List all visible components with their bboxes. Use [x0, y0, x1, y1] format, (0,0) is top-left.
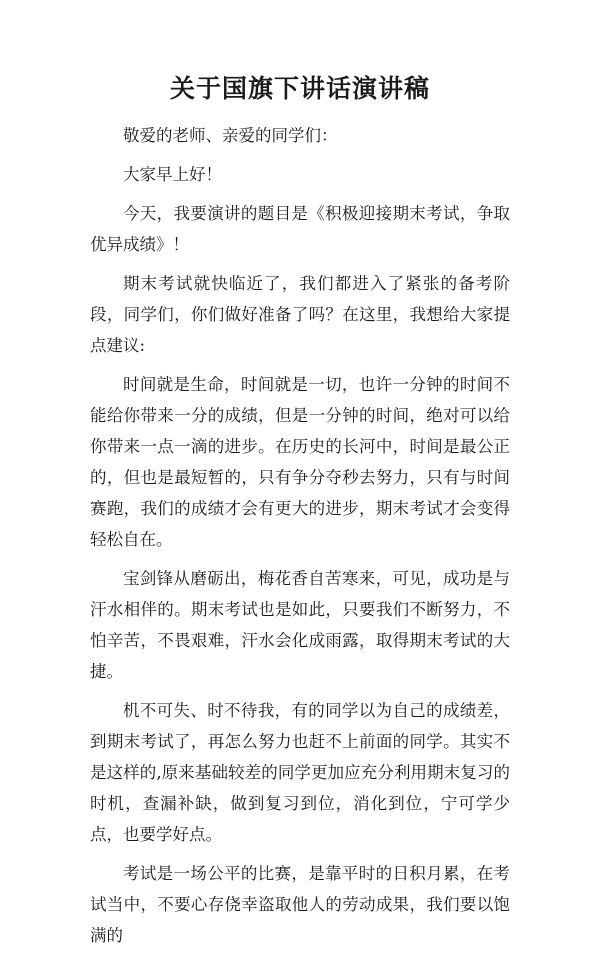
paragraph-fair-competition: 考试是一场公平的比赛，是靠平时的日积月累，在考试当中，不要心存侥幸盗取他人的劳动成果，我们要以饱满的	[90, 864, 510, 945]
paragraph-greeting: 敬爱的老师、亲爱的同学们：	[123, 126, 338, 145]
paragraph-time-is-life: 时间就是生命，时间就是一切，也许一分钟的时间不能给你带来一分的成绩，但是一分钟的时间，绝对可以给你带来一点一滴的进步。在历史的长河中，时间是最公正的，但也是最短暂的，只有争分夺秒去努力，只有与时间赛跑，我们的成绩才会有更大的进步，期末考试才会变得轻松自在。	[90, 375, 510, 549]
document-body	[90, 120, 510, 959]
paragraph-good-morning: 大家早上好！	[123, 165, 222, 184]
paragraph-sword-edge: 宝剑锋从磨砺出，梅花香自苦寒来，可见，成功是与汗水相伴的。期末考试也是如此，只要我们不断努力，不怕辛苦，不畏艰难，汗水会化成雨露，取得期末考试的大捷。	[90, 569, 510, 681]
paragraph-exam-approaching: 期末考试就快临近了，我们都进入了紧张的备考阶段，同学们，你们做好准备了吗？在这里，我想给大家提点建议:	[90, 274, 510, 355]
paragraph-topic: 今天，我要演讲的题目是《积极迎接期末考试，争取优异成绩》！	[90, 204, 510, 254]
paragraph-opportunity: 机不可失、时不待我，有的同学以为自己的成绩差，到期末考试了，再怎么努力也赶不上前面的同学。其实不是这样的,原来基础较差的同学更加应充分利用期末复习的时机，查漏补缺，做到复习到位，消化到位，宁可学少点，也要学好点。	[90, 701, 510, 844]
document-title: 关于国旗下讲话演讲稿	[169, 74, 430, 103]
